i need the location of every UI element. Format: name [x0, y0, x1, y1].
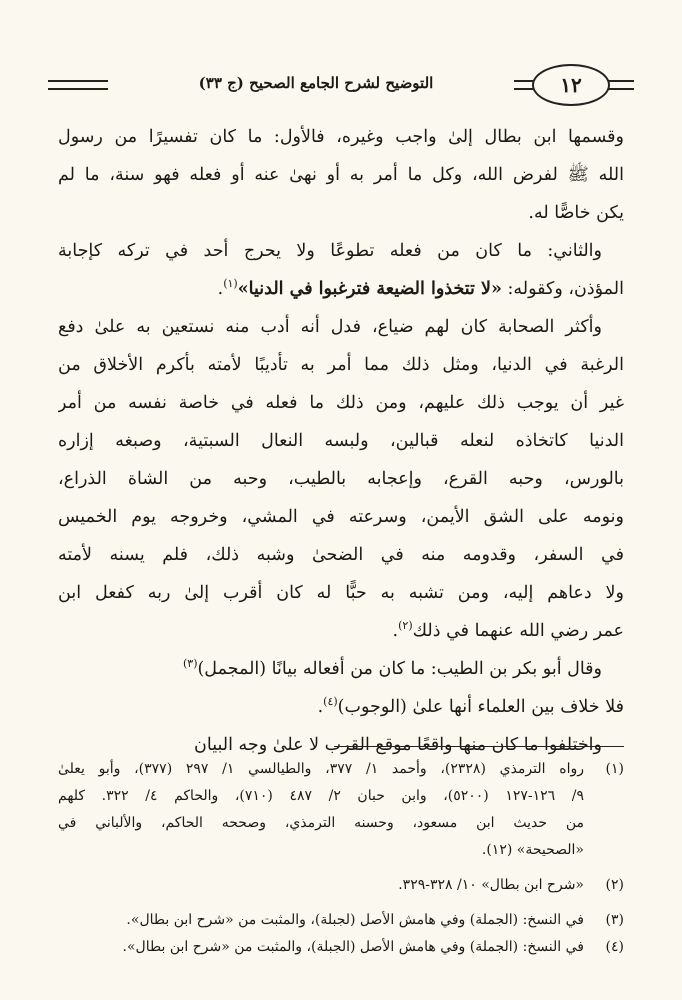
text-line: وأكثر الصحابة كان لهم ضياع، فدل أنه أدب منه نستعين به علىٰ دفع [58, 317, 602, 337]
text-line [58, 612, 624, 650]
text-line: ونومه على الشق الأيمن، وسرعته في المشي، وخروجه يوم الخميس [58, 507, 624, 527]
text-line: بالورس، وحبه القرع، وإعجابه بالطيب، وحبه من الشاة الذراع، [58, 469, 624, 489]
footnote [58, 872, 624, 899]
punctuation: . [317, 697, 324, 717]
footnote-line: ٩/ ١٢٦-١٢٧ (٥٢٠٠)، وابن حبان ٢/ ٤٨٧ (٧١٠)، والحاكم ٤/ ٣٢٢. كلهم [58, 788, 584, 804]
footnote-number: (٤) [605, 939, 624, 955]
footnote-line: «شرح ابن بطال» ١٠/ ٣٢٨-٣٢٩. [398, 877, 584, 893]
footnote-line: في النسخ: (الجملة) وفي هامش الأصل (الجبلة)، والمثبت من «شرح ابن بطال». [122, 939, 584, 955]
header-rule-right [608, 80, 634, 90]
text-line: يكن خاصًّا له. [528, 203, 624, 223]
text-line: واختلفوا ما كان منها واقعًا موقع القرب لا علىٰ وجه البيان [194, 735, 602, 755]
text-line [58, 688, 624, 726]
footnote [58, 934, 624, 961]
punctuation: . [217, 279, 224, 299]
footnote-line: رواه الترمذي (٢٣٢٨)، وأحمد ١/ ٣٧٧، والطيالسي ١/ ٢٩٧ (٣٧٧)، وأبو يعلىٰ [58, 761, 584, 777]
page-number-oval [532, 64, 610, 106]
footnote [58, 756, 624, 864]
footnote [58, 907, 624, 934]
text-line: غير أن يوجب ذلك عليهم، ومن ذلك ما فعله في خاصة نفسه من أمر [58, 393, 624, 413]
text-line [58, 650, 624, 688]
footnote-line: من حديث ابن مسعود، وحسنه الترمذي، وصححه الحاكم، والألباني في [58, 815, 584, 831]
footnote-number: (١) [605, 761, 624, 777]
page-number: ١٢ [560, 73, 582, 97]
hadith-quote: «لا تتخذوا الضيعة فترغبوا في الدنيا» [237, 279, 502, 299]
text-fragment: فلا خلاف بين العلماء أنها علىٰ (الوجوب) [337, 697, 624, 717]
footnotes [58, 756, 624, 961]
footnote-ref: (٣) [182, 657, 198, 671]
footnote-ref: (١) [223, 277, 238, 291]
text-line: والثاني: ما كان من فعله تطوعًا ولا يحرج أحد في تركه كإجابة [58, 241, 602, 261]
running-title: التوضيح لشرح الجامع الصحيح (ج ٣٣) [198, 74, 434, 92]
main-text [58, 118, 624, 764]
text-line: الرغبة في الدنيا، ومثل ذلك مما أمر به تأديبًا لأمته بأكرم الأخلاق من [58, 355, 624, 375]
text-line: ولا دعاهم إليه، ومن تشبه به حبًّا له كان أقرب إلىٰ ربه كفعل ابن [58, 583, 624, 603]
text-fragment: المؤذن، وكقوله: [507, 279, 624, 299]
footnote-number: (٢) [605, 877, 624, 893]
footnote-line: «الصحيحة» (١٢). [481, 842, 584, 858]
text-fragment: وقال أبو بكر بن الطيب: ما كان من أفعاله بيانًا (المجمل) [197, 659, 602, 679]
text-line: في السفر، وقدومه منه في الضحىٰ وشبه ذلك، فلم يسنه لأمته [58, 545, 624, 565]
text-line: الدنيا كاتخاذه لنعله قبالين، ولبسه النعال السبتية، وصبغه إزاره [58, 431, 624, 451]
text-fragment: عمر رضي الله عنهما في ذلك [412, 621, 624, 641]
footnote-number: (٣) [605, 912, 624, 928]
header-rule-left [48, 80, 108, 90]
footnote-line: في النسخ: (الجملة) وفي هامش الأصل (لجبلة)، والمثبت من «شرح ابن بطال». [126, 912, 584, 928]
footnote-ref: (٤) [323, 695, 338, 709]
footnote-separator [334, 746, 624, 747]
text-line: الله ﷺ لفرض الله، وكل ما أمر به أو نهىٰ عنه أو فعله فهو سنة، ما لم [58, 165, 624, 185]
header-rule-middle [514, 80, 534, 90]
punctuation: . [392, 621, 399, 641]
text-line: وقسمها ابن بطال إلىٰ واجب وغيره، فالأول: ما كان تفسيرًا من رسول [58, 127, 624, 147]
page-header [38, 70, 644, 114]
footnote-ref: (٢) [398, 619, 413, 633]
text-line [58, 270, 624, 308]
